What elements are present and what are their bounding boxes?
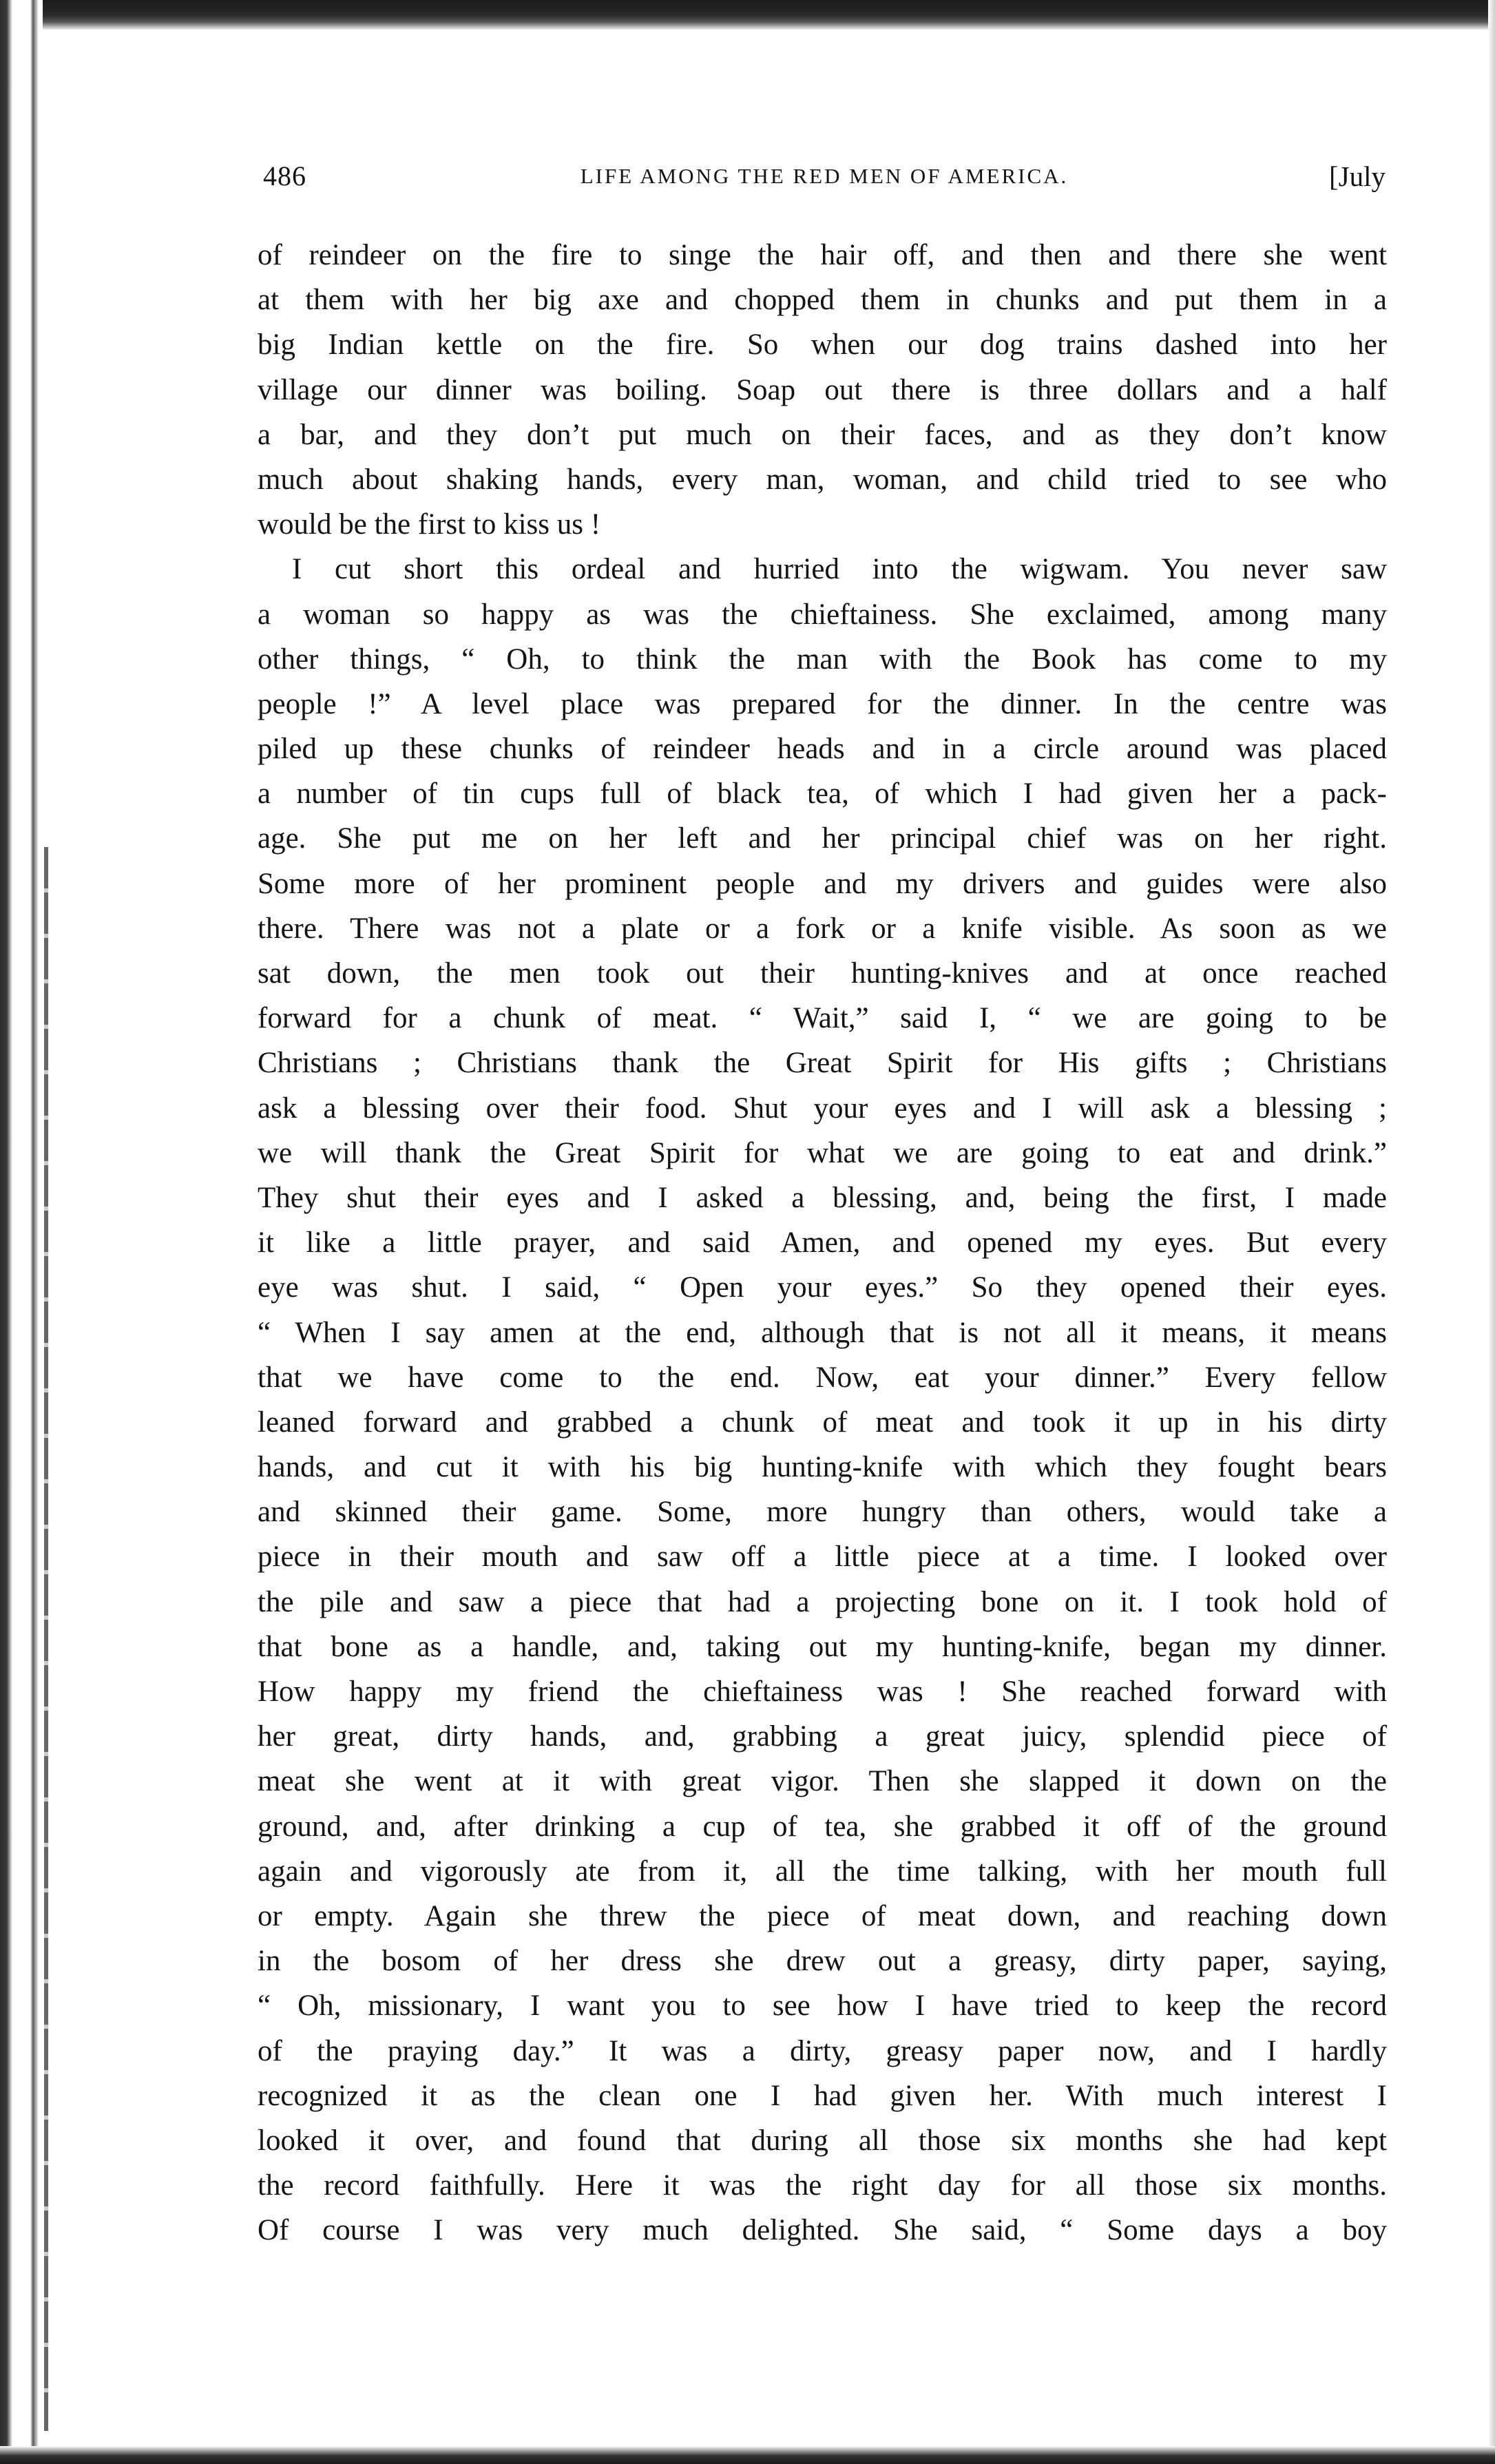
text-line: or empty. Again she threw the piece of meat down, and reaching down	[258, 1899, 1387, 1932]
text-line: meat she went at it with great vigor. Then she slapped it down on the	[258, 1765, 1387, 1798]
text-line: other things, “ Oh, to think the man with the Book has come to my	[258, 643, 1387, 676]
text-line: piece in their mouth and saw off a little piece at a time. I looked over	[258, 1541, 1387, 1574]
text-line: sat down, the men took out their hunting-knives and at once reached	[258, 957, 1387, 990]
text-line: village our dinner was boiling. Soap out there is three dollars and a half	[258, 373, 1387, 406]
text-line: recognized it as the clean one I had given her. With much interest I	[258, 2079, 1387, 2112]
text-line: ask a blessing over their food. Shut your eyes and I will ask a blessing ;	[258, 1092, 1387, 1125]
text-line: at them with her big axe and chopped them in chunks and put them in a	[258, 284, 1387, 317]
text-line: ground, and, after drinking a cup of tea, she grabbed it off of the ground	[258, 1810, 1387, 1843]
text-line: much about shaking hands, every man, woman, and child tried to see who	[258, 463, 1387, 496]
text-line: in the bosom of her dress she drew out a greasy, dirty paper, saying,	[258, 1945, 1387, 1978]
running-title: LIFE AMONG THE RED MEN OF AMERICA.	[580, 164, 1069, 188]
text-line: and skinned their game. Some, more hungry than others, would take a	[258, 1496, 1387, 1529]
text-line: Of course I was very much delighted. She said, “ Some days a boy	[258, 2214, 1387, 2247]
text-line: that bone as a handle, and, taking out my hunting-knife, began my dinner.	[258, 1630, 1387, 1663]
scan-top-edge	[0, 0, 1495, 30]
text-line: a number of tin cups full of black tea, of which I had given her a pack-	[258, 777, 1387, 811]
scan-right-edge	[1488, 0, 1495, 2464]
text-line: They shut their eyes and I asked a blessing, and, being the first, I made	[258, 1181, 1387, 1214]
text-line: the record faithfully. Here it was the right day for all those six months.	[258, 2169, 1387, 2202]
text-line: Christians ; Christians thank the Great Spirit for His gifts ; Christians	[258, 1047, 1387, 1080]
text-line: leaned forward and grabbed a chunk of meat and took it up in his dirty	[258, 1406, 1387, 1439]
running-head	[263, 156, 1386, 197]
text-line: piled up these chunks of reindeer heads and in a circle around was placed	[258, 733, 1387, 766]
text-line: big Indian kettle on the fire. So when our dog trains dashed into her	[258, 328, 1387, 362]
text-line: How happy my friend the chieftainess was ! She reached forward with	[258, 1675, 1387, 1708]
text-line: a bar, and they don’t put much on their faces, and as they don’t know	[258, 418, 1387, 451]
text-line: we will thank the Great Spirit for what we are going to eat and drink.”	[258, 1136, 1387, 1169]
text-line: looked it over, and found that during all those six months she had kept	[258, 2124, 1387, 2157]
text-line: her great, dirty hands, and, grabbing a great juicy, splendid piece of	[258, 1720, 1387, 1753]
text-line: of the praying day.” It was a dirty, greasy paper now, and I hardly	[258, 2034, 1387, 2067]
text-line: a woman so happy as was the chieftainess. She exclaimed, among many	[258, 598, 1387, 631]
text-line: the pile and saw a piece that had a projecting bone on it. I took hold of	[258, 1585, 1387, 1618]
scan-left-edge	[0, 0, 43, 2464]
text-line: again and vigorously ate from it, all the time talking, with her mouth full	[258, 1855, 1387, 1888]
text-line: there. There was not a plate or a fork or a knife visible. As soon as we	[258, 912, 1387, 945]
scan-bottom-edge	[0, 2446, 1495, 2464]
scan-left-rule	[44, 847, 48, 2431]
text-line: people !” A level place was prepared for the dinner. In the centre was	[258, 687, 1387, 720]
running-date: [July	[1329, 160, 1386, 192]
text-line: it like a little prayer, and said Amen, and opened my eyes. But every	[258, 1226, 1387, 1260]
text-line: Some more of her prominent people and my drivers and guides were also	[258, 867, 1387, 900]
paragraph-start-line: I cut short this ordeal and hurried into the wigwam. You never saw	[292, 553, 1387, 586]
text-line: hands, and cut it with his big hunting-knife with which they fought bears	[258, 1451, 1387, 1484]
paragraph-end-line: would be the first to kiss us !	[258, 508, 601, 541]
page-number: 486	[263, 160, 306, 191]
text-line: “ Oh, missionary, I want you to see how I have tried to keep the record	[258, 1990, 1387, 2023]
text-line: eye was shut. I said, “ Open your eyes.” So they opened their eyes.	[258, 1271, 1387, 1304]
text-line: “ When I say amen at the end, although that is not all it means, it means	[258, 1316, 1387, 1349]
text-line: of reindeer on the fire to singe the hair off, and then and there she went	[258, 239, 1387, 271]
text-line: forward for a chunk of meat. “ Wait,” said I, “ we are going to be	[258, 1002, 1387, 1035]
body-text	[258, 233, 1387, 2253]
text-line: age. She put me on her left and her principal chief was on her right.	[258, 822, 1387, 855]
text-line: that we have come to the end. Now, eat your dinner.” Every fellow	[258, 1361, 1387, 1394]
